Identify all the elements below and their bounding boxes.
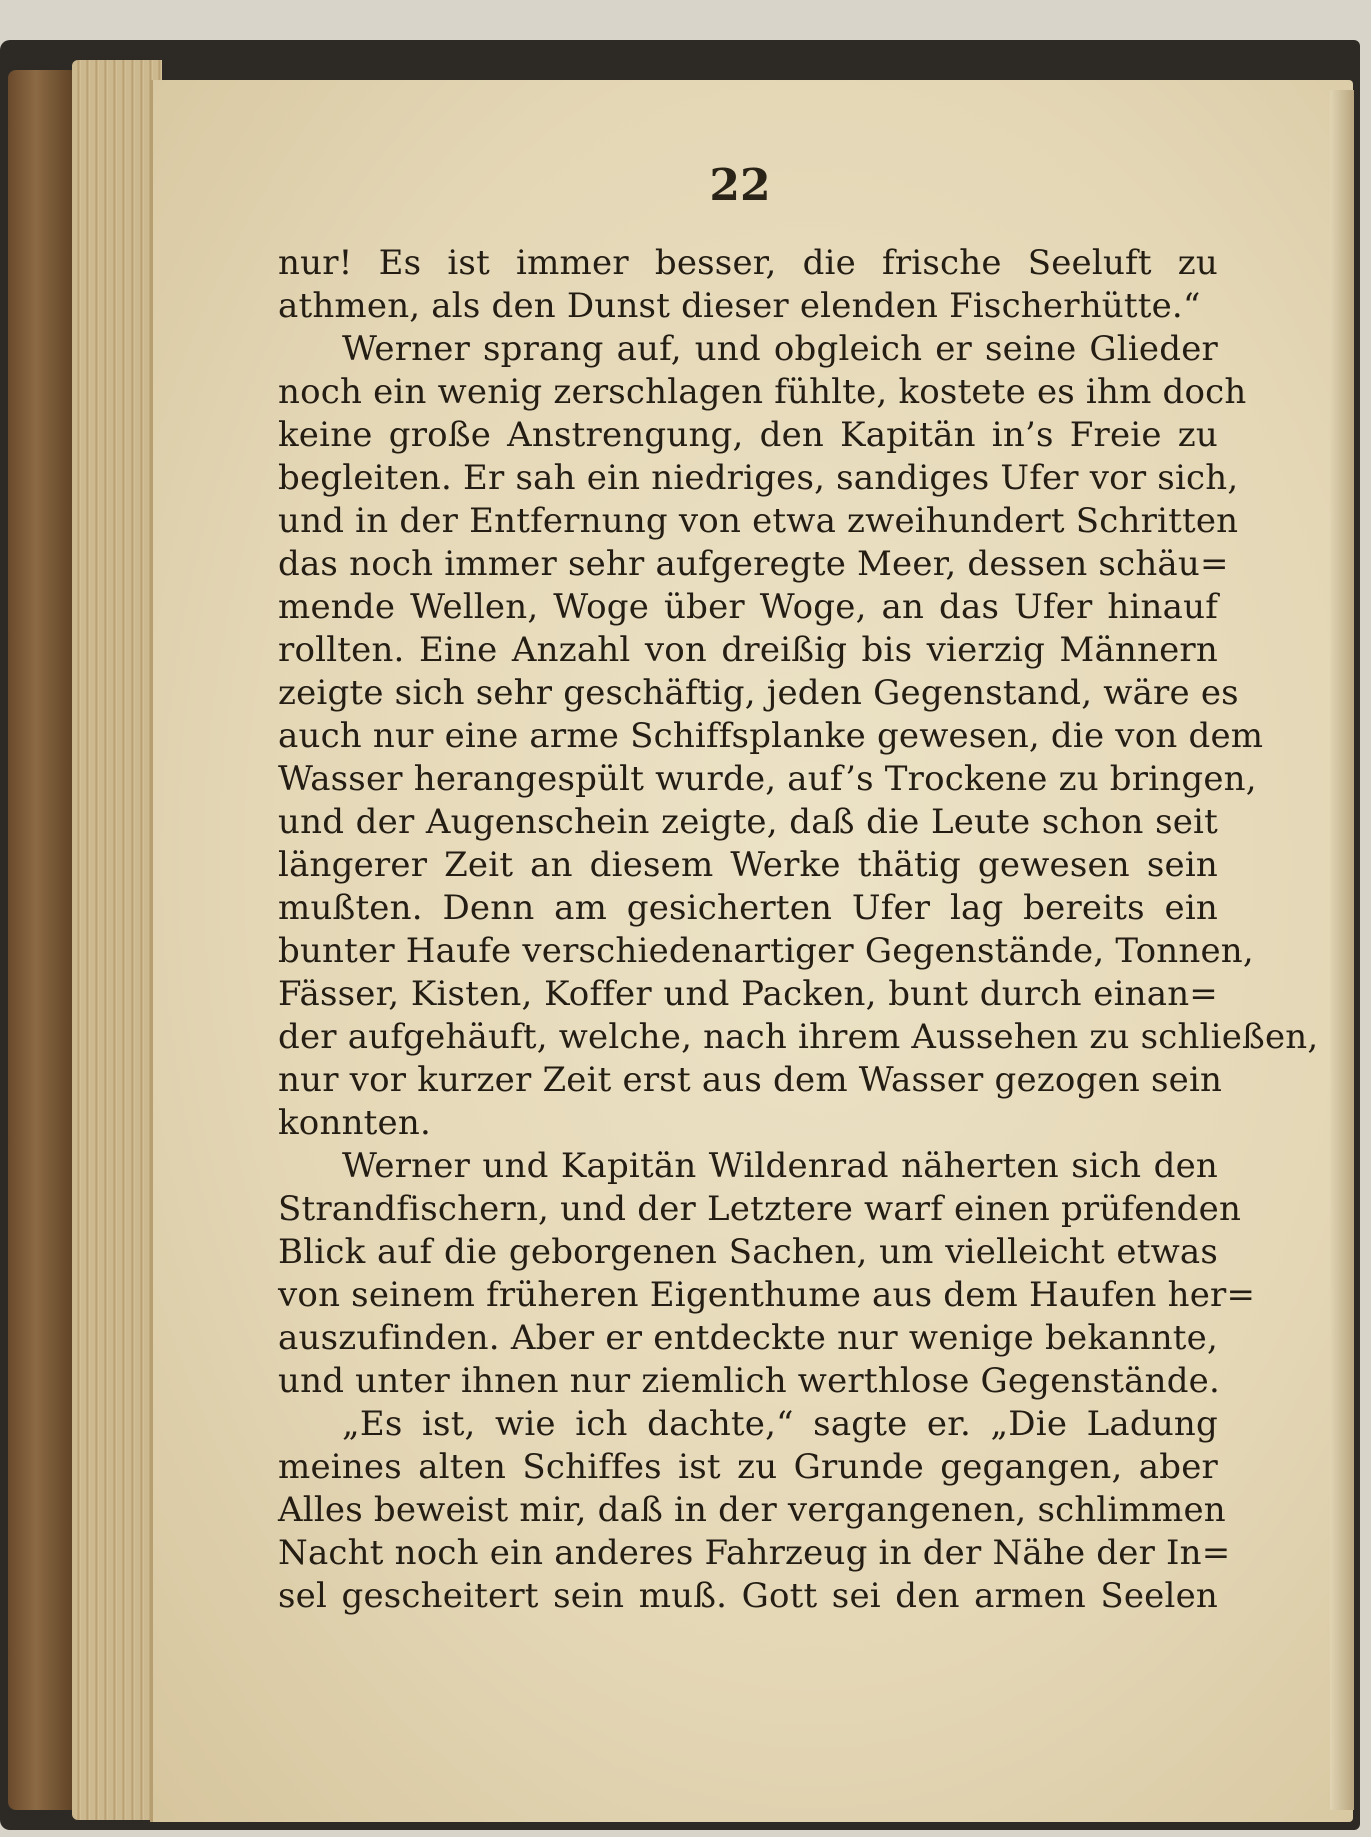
text-line: von seinem früheren Eigenthume aus dem Haufen her=	[278, 1275, 1256, 1315]
text-line: der aufgehäuft, welche, nach ihrem Aussehen zu schließen,	[278, 1017, 1319, 1057]
text-line: Strandfischern, und der Letztere warf einen prüfenden	[278, 1189, 1242, 1229]
text-line: und in der Entfernung von etwa zweihundert Schritten	[278, 501, 1239, 541]
text-line: Wasser herangespült wurde, auf’s Trockene zu bringen,	[278, 759, 1257, 799]
text-line: keine große Anstrengung, den Kapitän in’s Freie zu	[278, 415, 1218, 455]
body-text	[278, 242, 1319, 1618]
text-line: „Es ist, wie ich dachte,“ sagte er. „Die Ladung	[342, 1404, 1218, 1444]
text-line: nur vor kurzer Zeit erst aus dem Wasser gezogen sein	[278, 1060, 1223, 1100]
text-line: Alles beweist mir, daß in der vergangenen, schlimmen	[278, 1490, 1226, 1530]
book-spine	[8, 70, 78, 1810]
text-line: Nacht noch ein anderes Fahrzeug in der Nähe der In=	[278, 1533, 1231, 1573]
page-number: 22	[709, 160, 771, 211]
text-line: längerer Zeit an diesem Werke thätig gewesen sein	[278, 845, 1218, 885]
text-line: begleiten. Er sah ein niedriges, sandiges Ufer vor sich,	[278, 458, 1239, 498]
text-line: rollten. Eine Anzahl von dreißig bis vierzig Männern	[278, 630, 1218, 670]
text-line: bunter Haufe verschiedenartiger Gegenstände, Tonnen,	[278, 931, 1254, 971]
text-line: athmen, als den Dunst dieser elenden Fischerhütte.“	[278, 286, 1201, 326]
text-line: konnten.	[278, 1103, 431, 1143]
text-line: sel gescheitert sein muß. Gott sei den armen Seelen	[278, 1576, 1218, 1616]
text-line: Werner sprang auf, und obgleich er seine Glieder	[342, 329, 1218, 369]
text-line: noch ein wenig zerschlagen fühlte, kostete es ihm doch	[278, 372, 1247, 412]
text-line: auch nur eine arme Schiffsplanke gewesen, die von dem	[278, 716, 1264, 756]
text-line: nur! Es ist immer besser, die frische Seeluft zu	[278, 243, 1218, 283]
text-line: mußten. Denn am gesicherten Ufer lag bereits ein	[278, 888, 1218, 928]
page-right-edge	[1330, 90, 1354, 1810]
text-line: und der Augenschein zeigte, daß die Leute schon seit	[278, 802, 1218, 842]
text-line: meines alten Schiffes ist zu Grunde gegangen, aber	[278, 1447, 1218, 1487]
text-line: das noch immer sehr aufgeregte Meer, dessen schäu=	[278, 544, 1229, 584]
text-line: auszufinden. Aber er entdeckte nur wenige bekannte,	[278, 1318, 1218, 1358]
text-line: und unter ihnen nur ziemlich werthlose Gegenstände.	[278, 1361, 1220, 1401]
text-line: Blick auf die geborgenen Sachen, um vielleicht etwas	[278, 1232, 1218, 1272]
text-line: Werner und Kapitän Wildenrad näherten sich den	[342, 1146, 1218, 1186]
text-line: zeigte sich sehr geschäftig, jeden Gegenstand, wäre es	[278, 673, 1239, 713]
page-stack-edge	[72, 60, 162, 1820]
text-line: mende Wellen, Woge über Woge, an das Ufer hinauf	[278, 587, 1218, 627]
text-line: Fässer, Kisten, Koffer und Packen, bunt durch einan=	[278, 974, 1218, 1014]
